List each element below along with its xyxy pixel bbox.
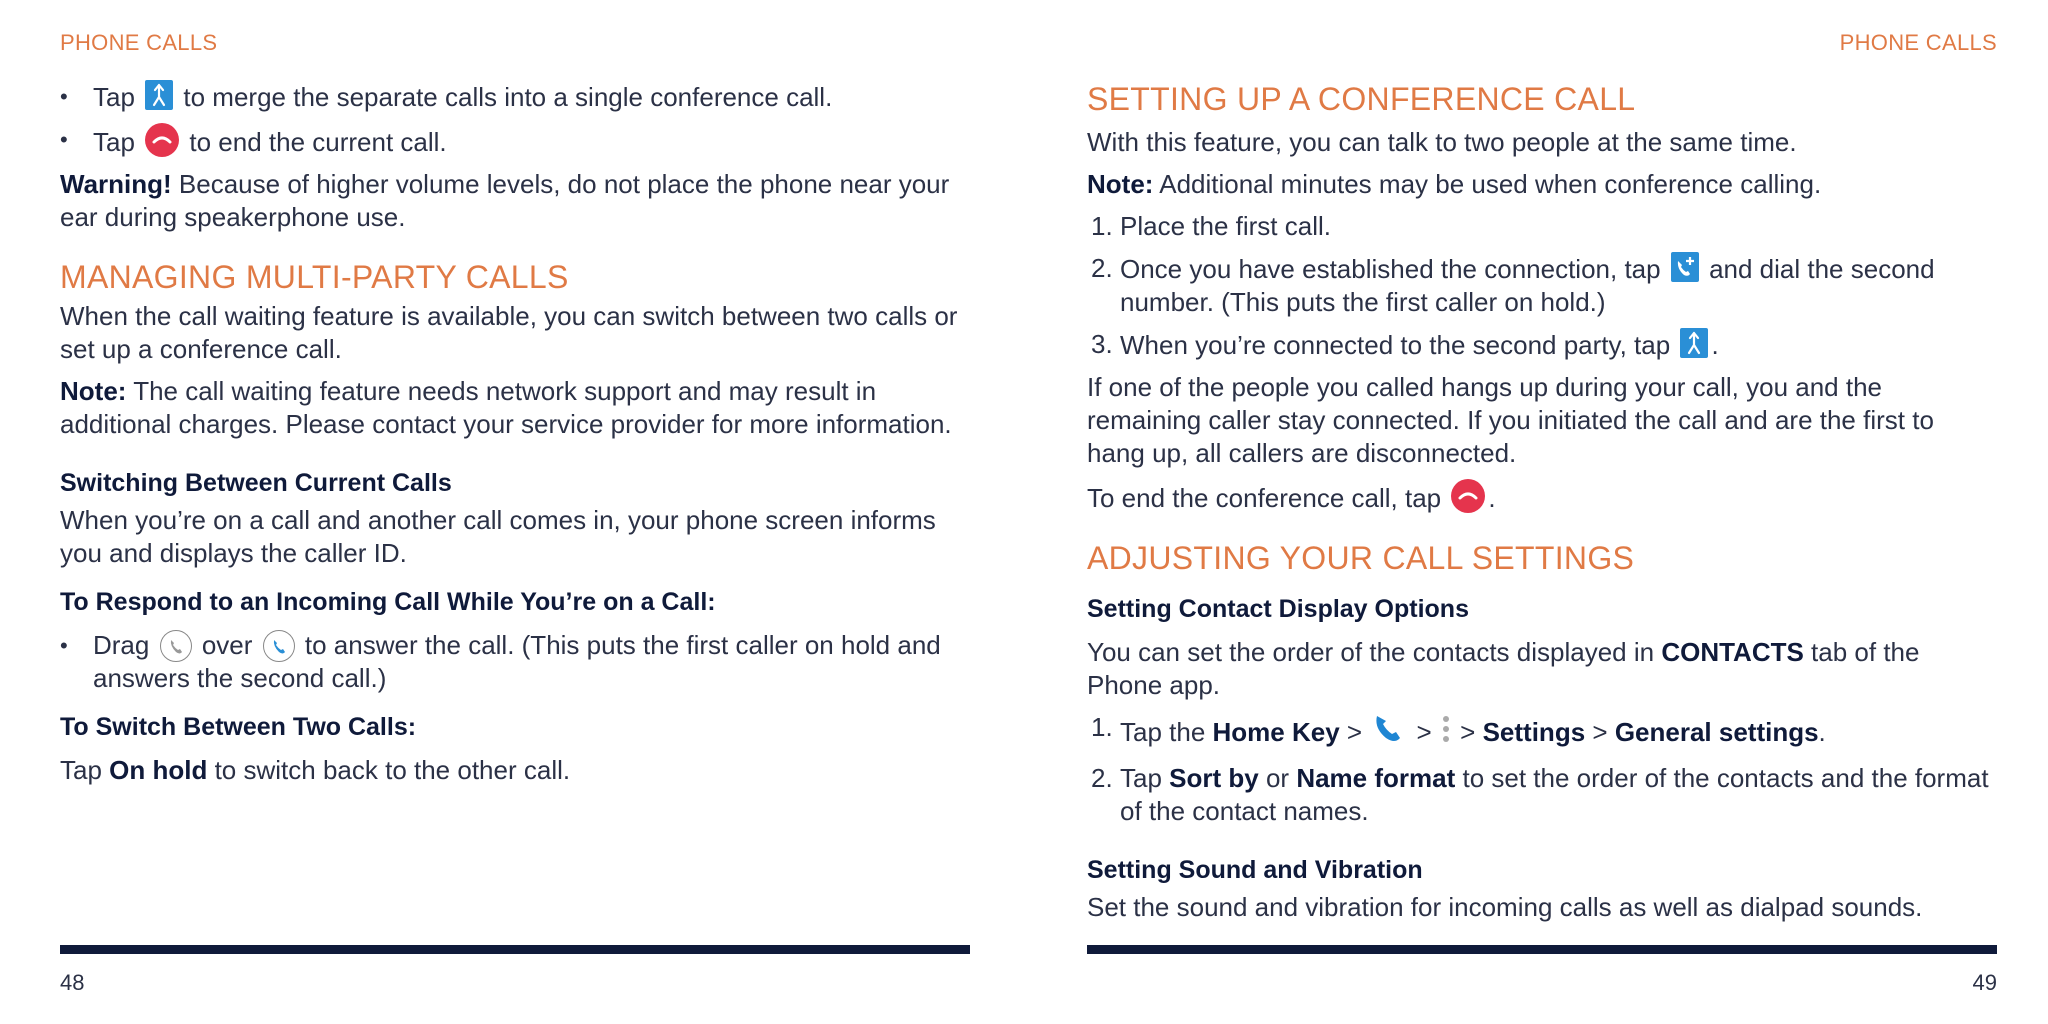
switch-text: Tap On hold to switch back to the other call. <box>60 755 571 785</box>
subheading-sound-vibration: Setting Sound and Vibration <box>1087 856 1423 884</box>
phone-answer-icon <box>263 630 295 662</box>
merge-calls-icon <box>1680 328 1708 358</box>
multi-party-intro: When the call waiting feature is available, you can switch between two calls or set up a conference call. <box>60 301 958 364</box>
page-number-right: 49 <box>1972 970 1997 995</box>
end-conference-paragraph: To end the conference call, tap . <box>1087 479 1997 515</box>
footer-rule-left <box>60 945 970 954</box>
left-content <box>60 80 970 796</box>
section-title-conference: SETTING UP A CONFERENCE CALL <box>1087 81 1636 117</box>
list-item: 2. Once you have established the connection, tap and dial the second number. (This puts the first caller on hold.) <box>1091 253 1935 317</box>
bullet-list-top <box>60 80 970 159</box>
conference-intro: With this feature, you can talk to two people at the same time. <box>1087 127 1797 157</box>
page-number-left: 48 <box>60 970 85 995</box>
left-page <box>60 0 970 1024</box>
running-header-left: PHONE CALLS <box>60 30 218 55</box>
more-options-icon <box>1441 713 1451 753</box>
phone-outline-icon <box>160 630 192 662</box>
sound-vibration-text: Set the sound and vibration for incoming calls as well as dialpad sounds. <box>1087 892 1923 922</box>
contact-display-text: You can set the order of the contacts displayed in CONTACTS tab of the Phone app. <box>1087 637 1920 700</box>
end-call-icon <box>145 123 179 157</box>
subheading-respond: To Respond to an Incoming Call While You’re on a Call: <box>60 588 716 616</box>
conference-steps <box>1087 210 1997 362</box>
list-item: 3. When you’re connected to the second party, tap . <box>1091 329 1719 360</box>
list-item: • Tap to end the current call. <box>60 123 970 159</box>
section-title-multi-party: MANAGING MULTI-PARTY CALLS <box>60 259 569 295</box>
right-content <box>1087 80 1997 933</box>
note-paragraph: Note: The call waiting feature needs network support and may result in additional charges. Please contact your service provider for more information. <box>60 376 952 439</box>
subheading-contact-display: Setting Contact Display Options <box>1087 595 1469 623</box>
subheading-switch-two: To Switch Between Two Calls: <box>60 713 417 741</box>
subheading-switching: Switching Between Current Calls <box>60 469 452 497</box>
list-item: 1. Tap the Home Key > > > Settings > General settings. <box>1087 711 1997 753</box>
running-header-right: PHONE CALLS <box>1839 30 1997 55</box>
settings-steps <box>1087 711 1997 828</box>
phone-app-icon <box>1371 711 1407 753</box>
list-item: 2. Tap Sort by or Name format to set the order of the contacts and the format of the contact names. <box>1091 763 1989 826</box>
note-paragraph: Note: Additional minutes may be used when conference calling. <box>1087 169 1822 199</box>
end-call-icon <box>1451 479 1485 513</box>
bullet-list-respond <box>60 629 970 695</box>
list-item: • Drag over to answer the call. (This puts the first caller on hold and answers the second call.) <box>60 629 970 695</box>
warning-paragraph: Warning! Because of higher volume levels, do not place the phone near your ear during speakerphone use. <box>60 169 950 232</box>
section-title-call-settings: ADJUSTING YOUR CALL SETTINGS <box>1087 540 1635 576</box>
footer-rule-right <box>1087 945 1997 954</box>
merge-calls-icon <box>145 80 173 110</box>
add-call-icon <box>1671 252 1699 282</box>
switching-text: When you’re on a call and another call comes in, your phone screen informs you and displays the caller ID. <box>60 505 936 568</box>
right-page <box>1087 0 1997 1024</box>
hangup-paragraph: If one of the people you called hangs up during your call, you and the remaining caller stay connected. If you initiated the call and are the first to hang up, all callers are disconnected. <box>1087 372 1934 468</box>
list-item: 1. Place the first call. <box>1091 211 1331 241</box>
list-item: • Tap to merge the separate calls into a single conference call. <box>60 80 970 114</box>
